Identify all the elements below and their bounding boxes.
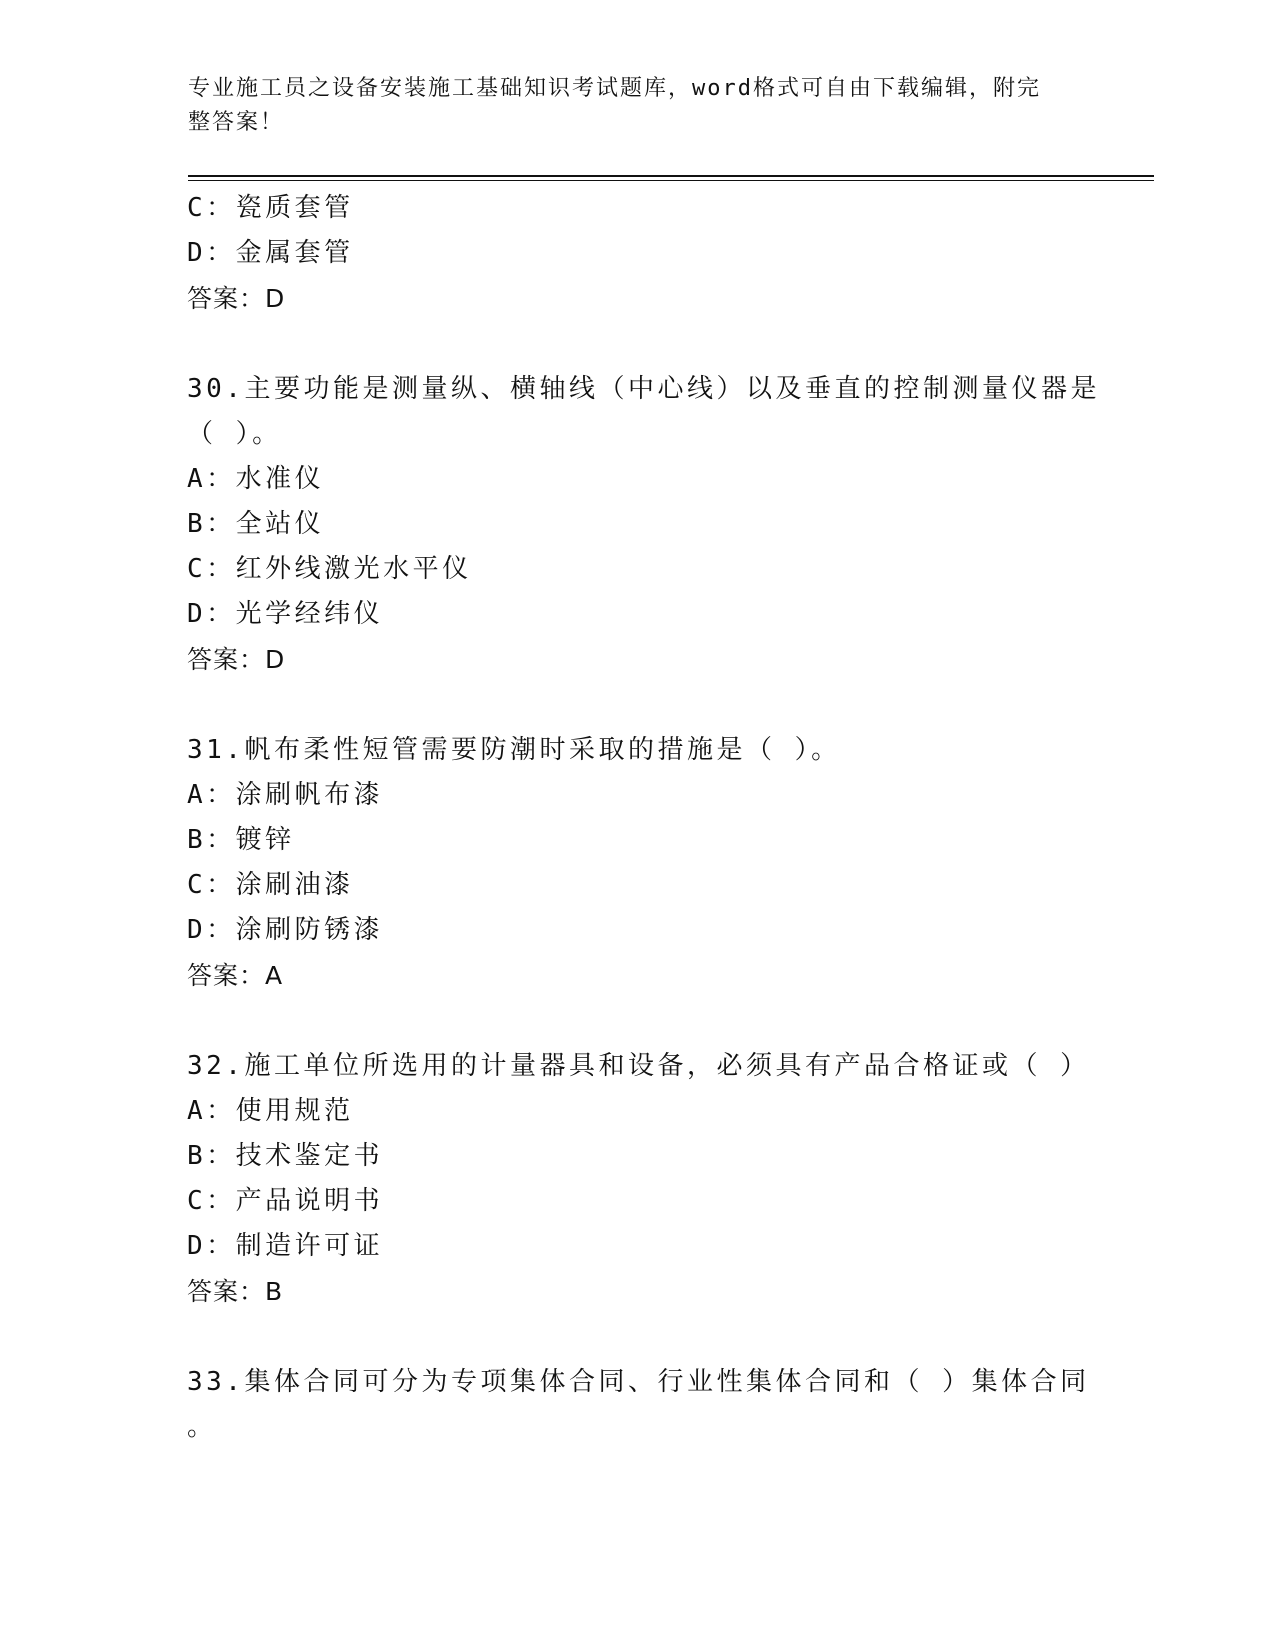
header-rule-thin [188,180,1154,181]
answer-label: 答案：A [187,961,284,990]
answer-label: 答案：D [187,645,286,674]
question-spacer [187,682,1107,728]
option-a: A：使用规范 [187,1096,354,1126]
option-b: B：技术鉴定书 [187,1141,384,1171]
document-header [188,72,1068,140]
option-c: C：产品说明书 [187,1186,384,1216]
question-title-line-2: 。 [187,1412,217,1442]
answer-label: 答案：D [187,284,286,313]
question-spacer [187,998,1107,1044]
question-33 [187,1360,1107,1450]
header-rule-thick [188,175,1154,177]
option-d: D：涂刷防锈漆 [187,915,384,945]
question-title-line-1: 33.集体合同可分为专项集体合同、行业性集体合同和（ ）集体合同 [187,1367,1090,1397]
question-title: 31.帆布柔性短管需要防潮时采取的措施是（ ）。 [187,735,841,765]
option-c: C：涂刷油漆 [187,870,354,900]
option-c: C：瓷质套管 [187,193,354,223]
option-a: A：水准仪 [187,464,325,494]
option-c: C：红外线激光水平仪 [187,554,472,584]
option-b: B：全站仪 [187,509,325,539]
header-line-2: 整答案！ [188,110,285,135]
header-line-1: 专业施工员之设备安装施工基础知识考试题库，word格式可自由下载编辑，附完 [188,76,1041,101]
option-b: B：镀锌 [187,825,295,855]
question-31 [187,728,1107,998]
option-d: D：光学经纬仪 [187,599,384,629]
question-title-line-1: 30.主要功能是测量纵、横轴线（中心线）以及垂直的控制测量仪器是 [187,374,1100,404]
question-title-line-2: （ ）。 [187,419,282,449]
question-title: 32.施工单位所选用的计量器具和设备，必须具有产品合格证或（ ） [187,1051,1090,1081]
question-spacer [187,321,1107,367]
answer-label: 答案：B [187,1277,284,1306]
question-30 [187,367,1107,682]
option-d: D：制造许可证 [187,1231,384,1261]
partial-question-29 [187,186,1107,321]
question-spacer [187,1314,1107,1360]
option-a: A：涂刷帆布漆 [187,780,384,810]
question-list [187,186,1107,1450]
option-d: D：金属套管 [187,238,354,268]
question-32 [187,1044,1107,1314]
